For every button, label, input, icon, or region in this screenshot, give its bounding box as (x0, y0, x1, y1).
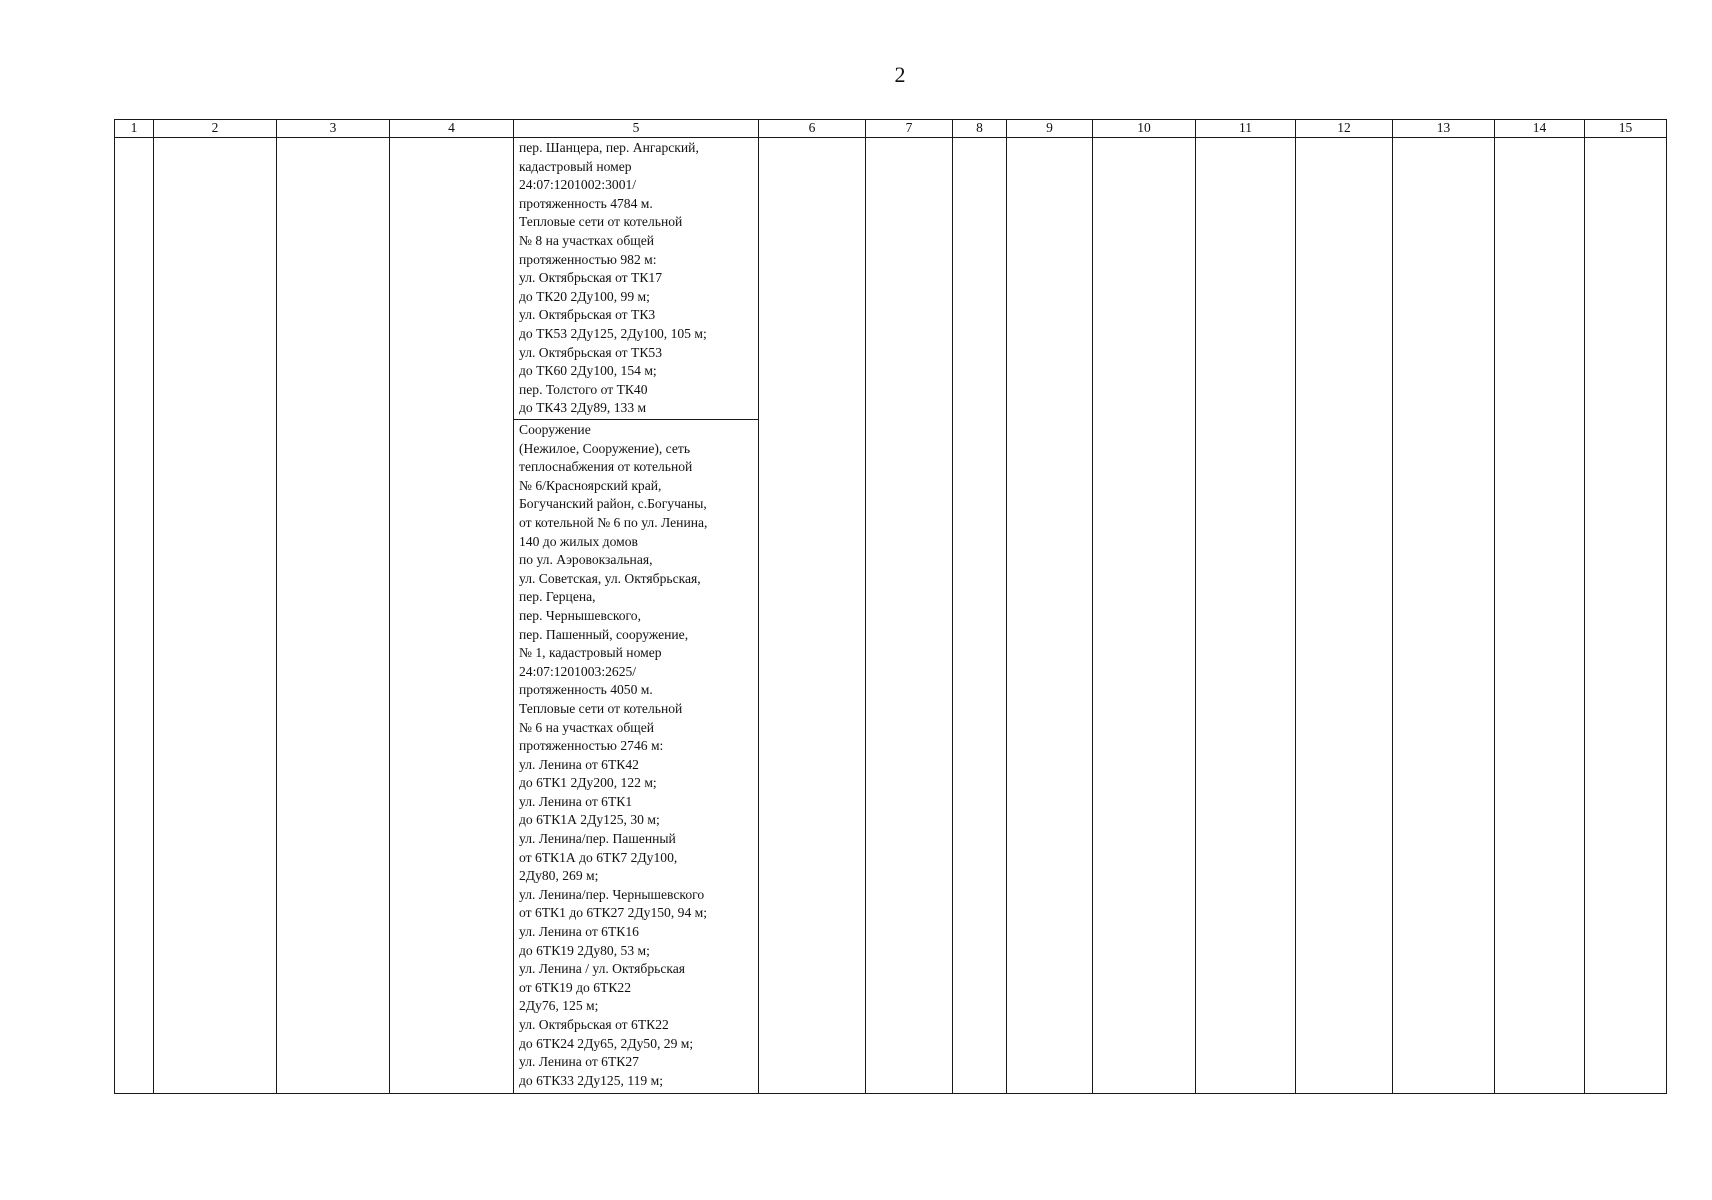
cell-text-line: пер. Шанцера, пер. Ангарский, (519, 140, 699, 155)
column-header-9: 9 (1007, 120, 1093, 138)
cell-text-line: до ТК60 2Ду100, 154 м; (519, 363, 657, 379)
cell-text-line: до ТК43 2Ду89, 133 м (519, 400, 647, 416)
cell-text-line: 140 до жилых домов (519, 533, 638, 549)
cell-col-8 (953, 138, 1007, 1094)
cell-col-1 (115, 138, 154, 1094)
column-header-15: 15 (1585, 120, 1667, 138)
column-header-7: 7 (866, 120, 953, 138)
cell-text-line: до 6ТК33 2Ду125, 119 м; (519, 1072, 663, 1088)
cell-col-5-block-1 (514, 138, 759, 420)
cell-text-line: протяженность 4784 м. (519, 195, 653, 211)
cell-text-line: от 6ТК19 до 6ТК22 (519, 979, 631, 995)
cell-text-line: 24:07:1201002:3001/ (519, 177, 637, 193)
cell-text-line: от 6ТК1А до 6ТК7 2Ду100, (519, 849, 678, 865)
cell-text-line: 24:07:1201003:2625/ (519, 663, 637, 679)
cell-text-line: № 8 на участках общей (519, 232, 655, 248)
cell-col-15 (1585, 138, 1667, 1094)
cell-text-line: по ул. Аэровокзальная, (519, 552, 653, 568)
cell-col-4 (390, 138, 514, 1094)
cell-text-line: ул. Ленина от 6ТК16 (519, 924, 639, 940)
cell-text-line: ул. Ленина от 6ТК27 (519, 1054, 639, 1070)
cell-col-3 (277, 138, 390, 1094)
cell-text-line: № 6 на участках общей (519, 719, 655, 735)
cell-text-line: Тепловые сети от котельной (519, 700, 683, 716)
cell-text-line: Сооружение (519, 422, 591, 437)
cell-col-7 (866, 138, 953, 1094)
cell-col-10 (1093, 138, 1196, 1094)
cell-text-line: ул. Ленина от 6ТК42 (519, 756, 639, 772)
column-header-12: 12 (1296, 120, 1393, 138)
column-header-10: 10 (1093, 120, 1196, 138)
cell-col-2 (154, 138, 277, 1094)
cell-text-line: пер. Пашенный, сооружение, (519, 626, 689, 642)
cell-text-line: кадастровый номер (519, 158, 632, 174)
cell-text-line: от 6ТК1 до 6ТК27 2Ду150, 94 м; (519, 905, 708, 921)
cell-text-line: № 1, кадастровый номер (519, 645, 662, 661)
column-header-8: 8 (953, 120, 1007, 138)
cell-text-line: Богучанский район, с.Богучаны, (519, 496, 707, 512)
column-header-4: 4 (390, 120, 514, 138)
cell-text-line: 2Ду80, 269 м; (519, 868, 599, 884)
cell-text-line: ул. Ленина/пер. Чернышевского (519, 886, 705, 902)
cell-col-14 (1495, 138, 1585, 1094)
cell-text-line: до 6ТК1А 2Ду125, 30 м; (519, 812, 660, 828)
cell-text-line: ул. Октябрьская от 6ТК22 (519, 1017, 669, 1032)
cell-text-line: от котельной № 6 по ул. Ленина, (519, 514, 708, 530)
page-number: 2 (894, 62, 906, 87)
column-header-3: 3 (277, 120, 390, 138)
cell-text-line: ул. Октябрьская от ТК17 (519, 270, 662, 286)
column-header-2: 2 (154, 120, 277, 138)
cell-col-5-block-2 (514, 420, 759, 1094)
cell-col-6 (759, 138, 866, 1094)
table-row (115, 138, 1667, 420)
cell-text-line: до ТК53 2Ду125, 2Ду100, 105 м; (519, 325, 707, 341)
header-row (115, 120, 1667, 138)
column-header-1: 1 (115, 120, 154, 138)
cell-text-line: ул. Советская, ул. Октябрьская, (519, 570, 701, 586)
cell-col-11 (1196, 138, 1296, 1094)
cell-col-12 (1296, 138, 1393, 1094)
cell-text-line: Тепловые сети от котельной (519, 214, 683, 230)
column-header-11: 11 (1196, 120, 1296, 138)
column-header-5: 5 (514, 120, 759, 138)
column-header-14: 14 (1495, 120, 1585, 138)
cell-text-line: протяженностью 2746 м: (519, 738, 664, 754)
cell-text-line: ул. Ленина / ул. Октябрьская (519, 961, 686, 977)
cell-text-line: до ТК20 2Ду100, 99 м; (519, 288, 650, 304)
cell-col-13 (1393, 138, 1495, 1094)
cell-text-line: 2Ду76, 125 м; (519, 998, 599, 1014)
cell-col-9 (1007, 138, 1093, 1094)
cell-text-line: пер. Толстого от ТК40 (519, 381, 648, 397)
cell-text-line: до 6ТК19 2Ду80, 53 м; (519, 942, 650, 958)
cell-text-line: ул. Ленина/пер. Пашенный (519, 831, 676, 847)
column-header-13: 13 (1393, 120, 1495, 138)
column-header-6: 6 (759, 120, 866, 138)
cell-text-line: до 6ТК1 2Ду200, 122 м; (519, 775, 657, 791)
registry-table (114, 119, 1667, 1094)
cell-text-line: (Нежилое, Сооружение), сеть (519, 440, 691, 456)
cell-text-line: теплоснабжения от котельной (519, 459, 693, 475)
cell-text-line: ул. Октябрьская от ТК3 (519, 307, 656, 323)
cell-text-line: ул. Октябрьская от ТК53 (519, 344, 662, 360)
cell-text-line: № 6/Красноярский край, (519, 477, 662, 493)
cell-text-line: ул. Ленина от 6ТК1 (519, 793, 633, 809)
cell-text-line: до 6ТК24 2Ду65, 2Ду50, 29 м; (519, 1035, 694, 1051)
cell-text-line: пер. Чернышевского, (519, 607, 641, 623)
cell-text-line: протяженность 4050 м. (519, 682, 653, 698)
cell-text-line: протяженностью 982 м: (519, 251, 657, 267)
cell-text-line: пер. Герцена, (519, 589, 596, 605)
